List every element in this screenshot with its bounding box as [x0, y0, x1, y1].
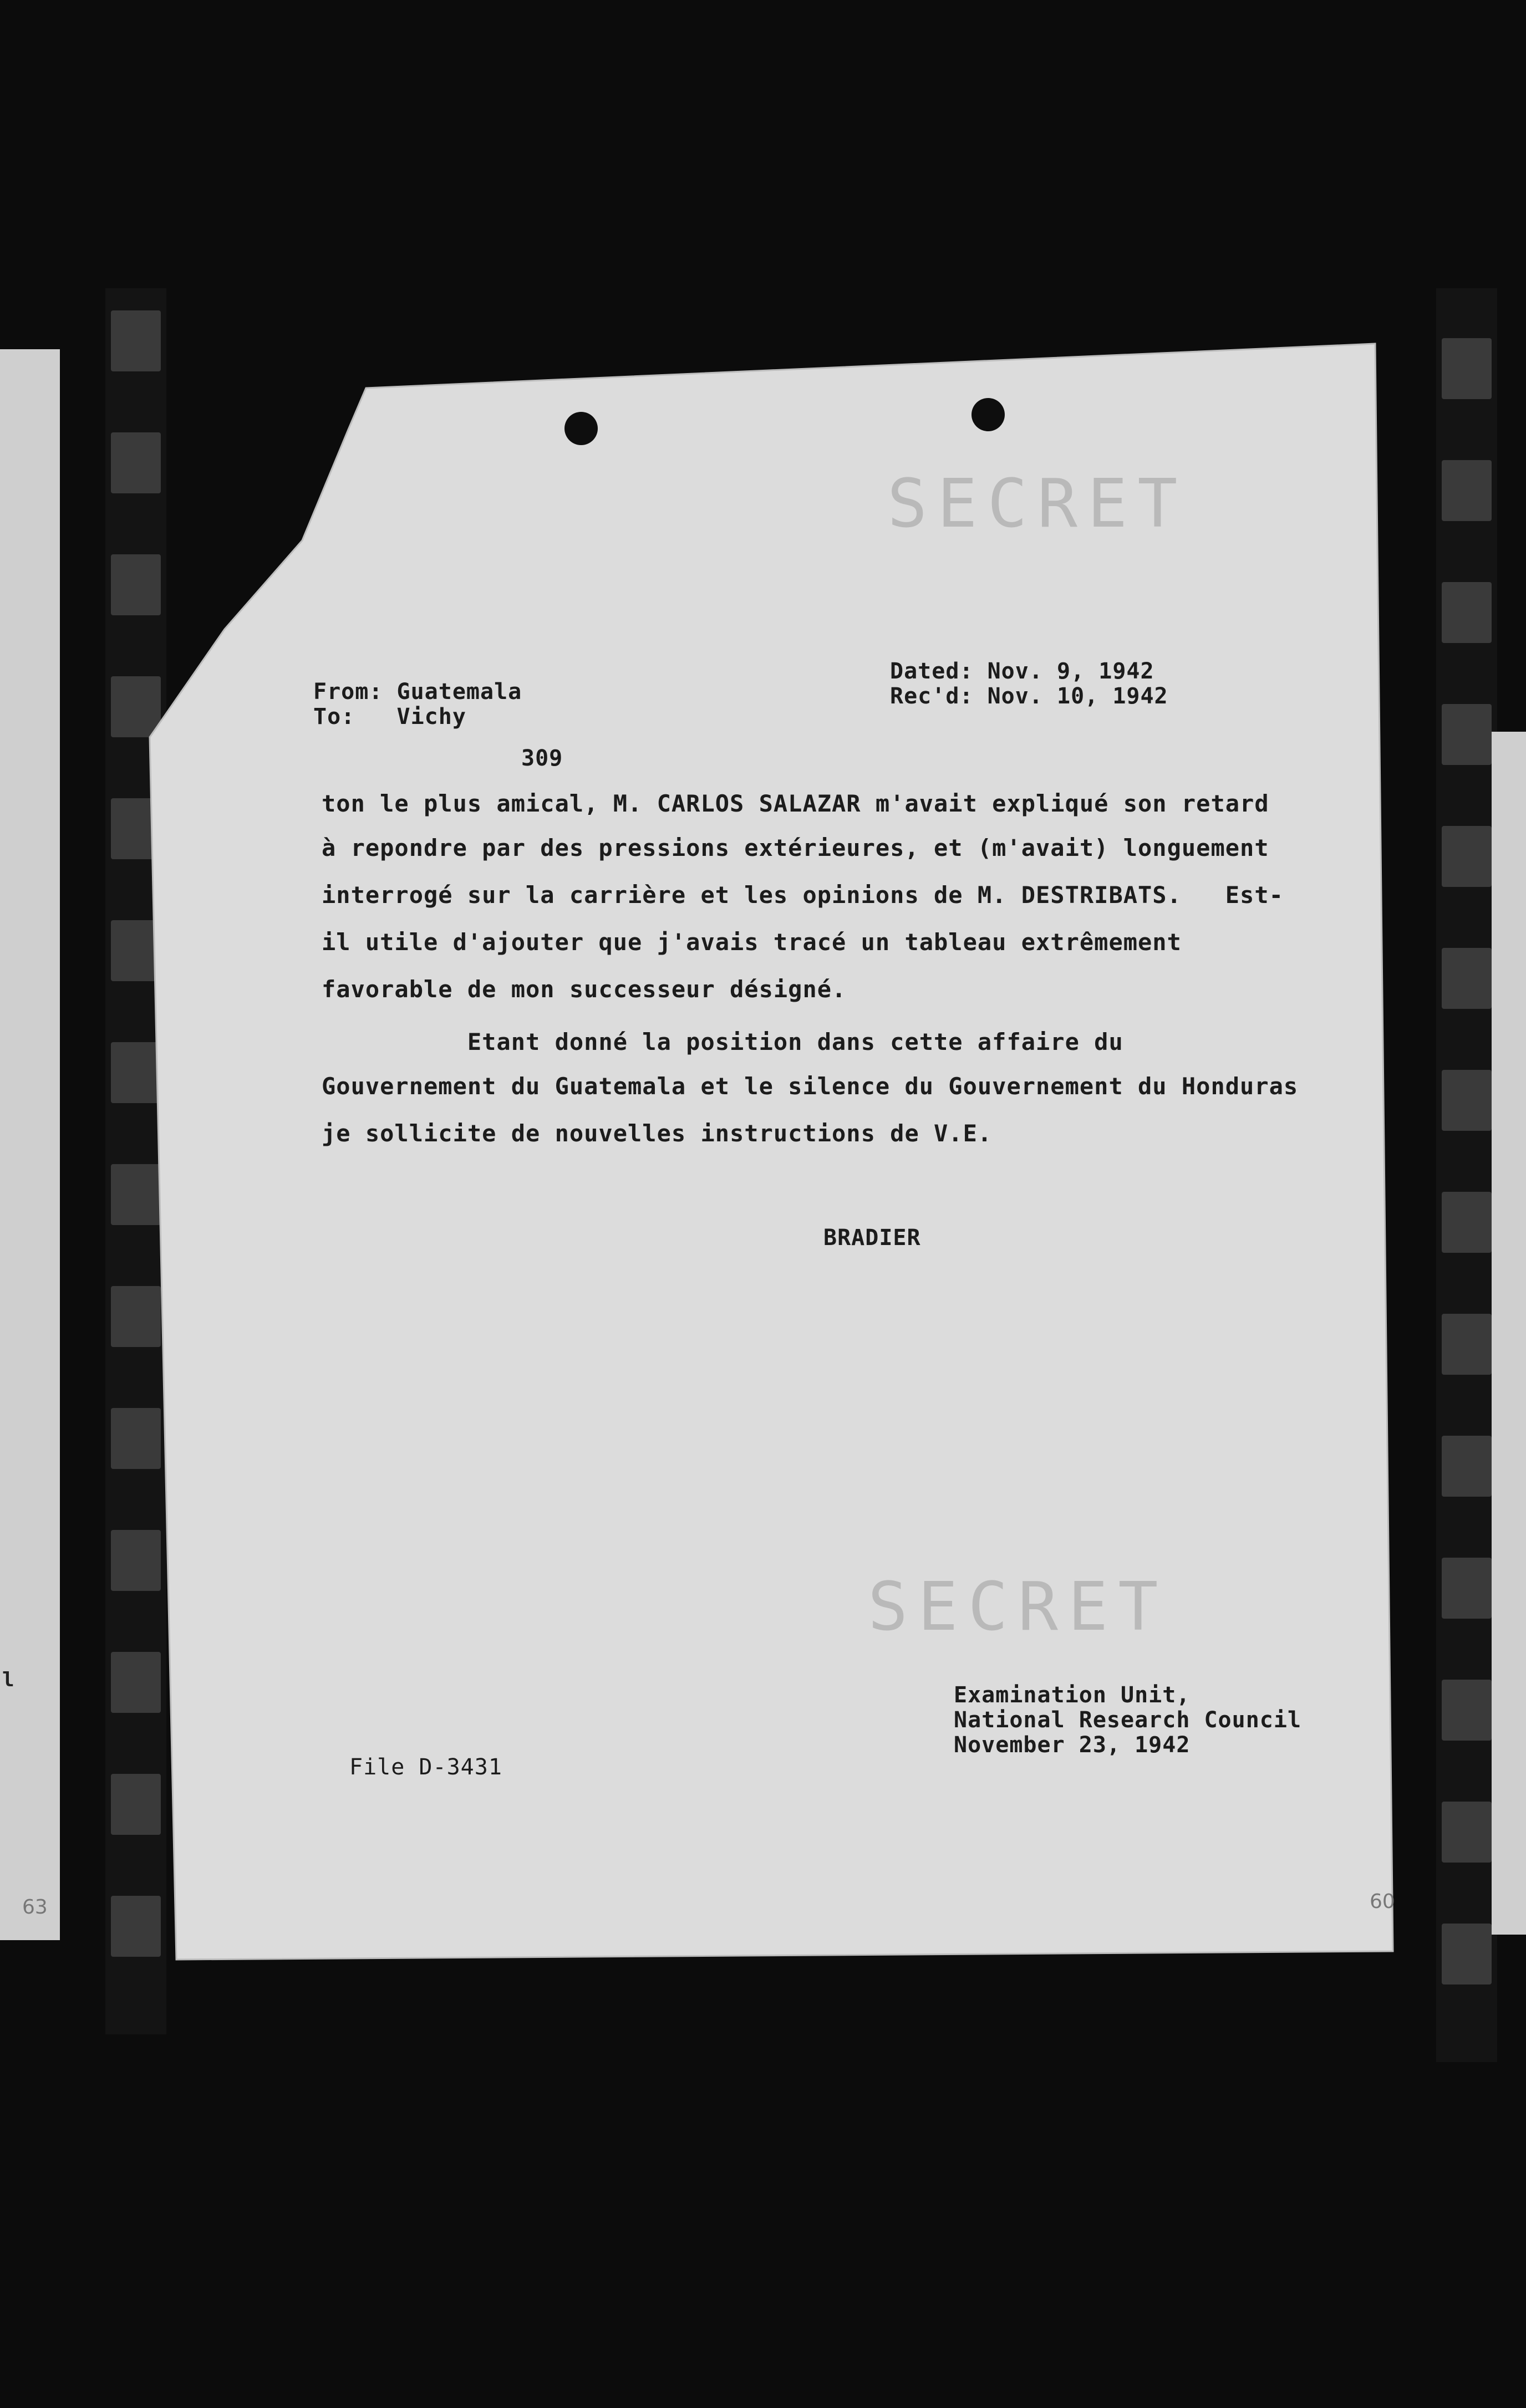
research-council-line: National Research Council: [954, 1707, 1302, 1733]
secret-stamp-top: SECRET: [887, 466, 1188, 543]
left-sheet-letter: l: [2, 1669, 14, 1691]
secret-stamp-bottom: SECRET: [868, 1569, 1168, 1646]
body-line: favorable de mon successeur désigné.: [322, 976, 847, 1003]
to-line: To: Vichy: [313, 704, 466, 729]
body-line: Etant donné la position dans cette affaire du: [322, 1028, 1123, 1055]
message-number: 309: [521, 746, 563, 771]
from-line: From: Guatemala: [313, 679, 522, 705]
file-reference: File D-3431: [349, 1754, 502, 1780]
body-line: Gouvernement du Guatemala et le silence du Gouvernement du Honduras: [322, 1073, 1299, 1100]
body-line: à repondre par des pressions extérieures, et (m'avait) longuement: [322, 834, 1269, 861]
body-line: ton le plus amical, M. CARLOS SALAZAR m'avait expliqué son retard: [322, 790, 1269, 817]
dated-line: Dated: Nov. 9, 1942: [890, 659, 1154, 684]
punch-hole: [971, 398, 1005, 431]
left-sheet-number: 63: [22, 1896, 48, 1919]
page-number-mark: 60: [1370, 1890, 1395, 1913]
body-line: je sollicite de nouvelles instructions de V.E.: [322, 1120, 993, 1147]
punch-hole: [564, 412, 598, 445]
signature: BRADIER: [823, 1225, 921, 1251]
examination-unit-line: Examination Unit,: [954, 1682, 1191, 1708]
body-line: il utile d'ajouter que j'avais tracé un tableau extrêmement: [322, 928, 1182, 956]
footer-date-line: November 23, 1942: [954, 1732, 1191, 1758]
received-line: Rec'd: Nov. 10, 1942: [890, 683, 1168, 709]
body-line: interrogé sur la carrière et les opinions de M. DESTRIBATS. Est-: [322, 881, 1284, 909]
